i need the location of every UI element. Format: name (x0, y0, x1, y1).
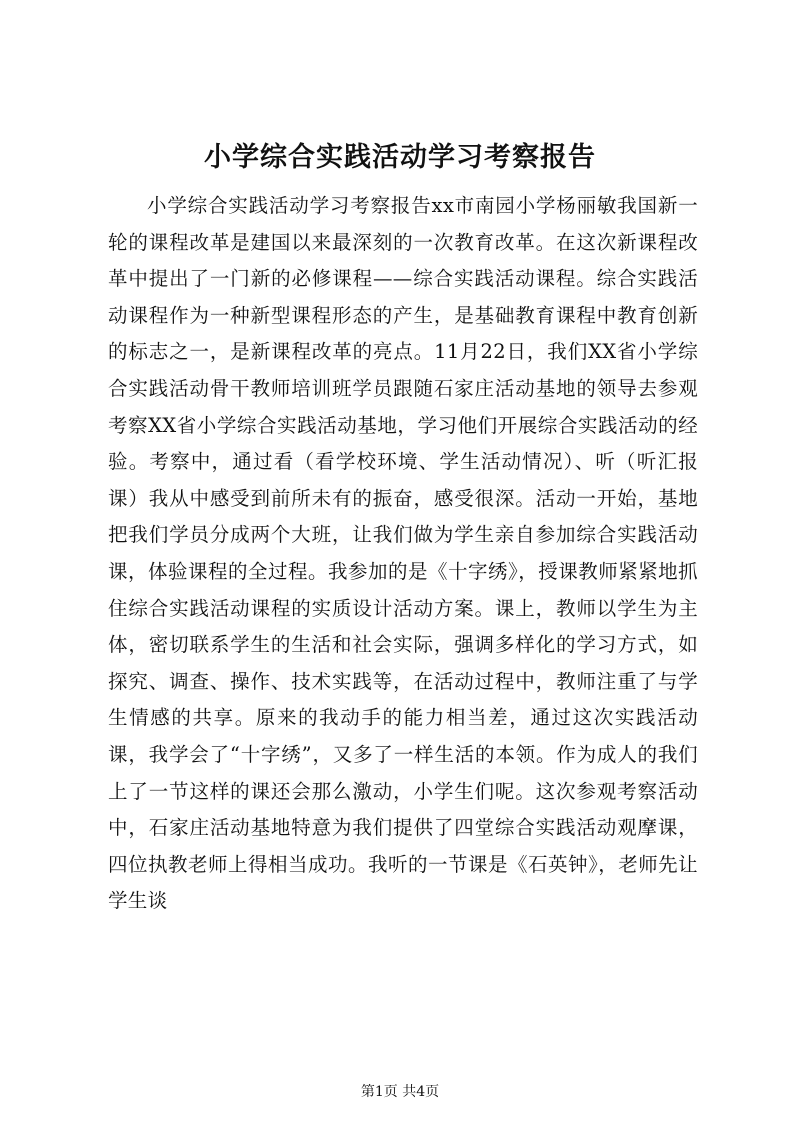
document-title: 小学综合实践活动学习考察报告 (204, 142, 596, 173)
page-footer: 第1页 共4页 (360, 1084, 440, 1100)
body-paragraph: 小学综合实践活动学习考察报告xx市南园小学杨丽敏我国新一轮的课程改革是建国以来最深刻的一次教育改革。在这次新课程改革中提出了一门新的必修课程——综合实践活动课程。综合实践活动课程作为一种新型课程形态的产生，是基础教育课程中教育创新的标志之一，是新课程改革的亮点。11月22日，我们XX省小学综合实践活动骨干教师培训班学员跟随石家庄活动基地的领导去参观考察XX省小学综合实践活动基地，学习他们开展综合实践活动的经验。考察中，通过看（看学校环境、学生活动情况）、听（听汇报课）我从中感受到前所未有的振奋，感受很深。活动一开始，基地把我们学员分成两个大班，让我们做为学生亲自参加综合实践活动课，体验课程的全过程。我参加的是《十字绣》，授课教师紧紧地抓住综合实践活动课程的实质设计活动方案。课上，教师以学生为主体，密切联系学生的生活和社会实际，强调多样化的学习方式，如探究、调查、操作、技术实践等，在活动过程中，教师注重了与学生情感的共享。原来的我动手的能力相当差，通过这次实践活动课，我学会了“十字绣”，又多了一样生活的本领。作为成人的我们上了一节这样的课还会那么激动，小学生们呢。这次参观考察活动中，石家庄活动基地特意为我们提供了四堂综合实践活动观摩课，四位执教老师上得相当成功。我听的一节课是《石英钟》，老师先让学生谈 (108, 194, 698, 913)
